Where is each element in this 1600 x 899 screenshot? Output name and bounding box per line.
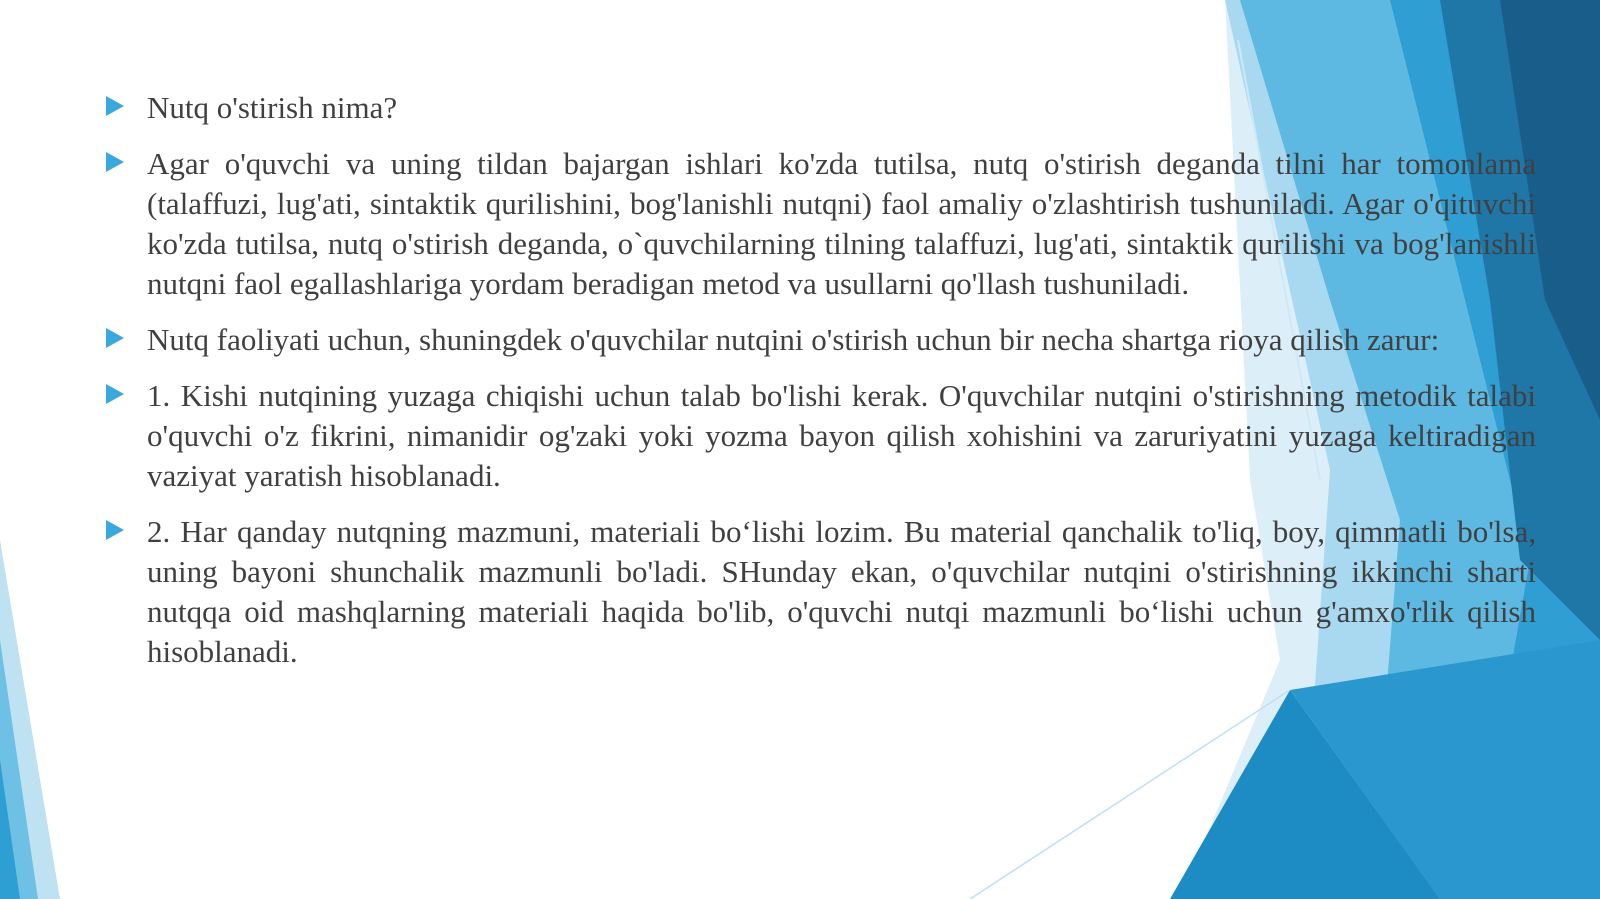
bullet-item — [100, 512, 1536, 672]
triangle-play-icon — [104, 95, 126, 117]
bullet-text: Nutq faoliyati uchun, shuningdek o'quvchilar nutqini o'stirish uchun bir necha shartga rioya qilish zarur: — [147, 322, 1440, 357]
bullet-text: 2. Har qanday nutqning mazmuni, materiali bo‘lishi lozim. Bu material qanchalik to'liq, boy, qimmatli bo'lsa, uning bayoni shunchalik mazmunli bo'ladi. SHunday ekan, o'quvchilar nutqini o'stirishning ikkinchi sharti nutqqa oid mashqlarning materiali haqida bo'lib, o'quvchi nutqi mazmunli bo‘lishi uchun g'amxo'rlik qilish hisoblanadi. — [147, 514, 1536, 669]
triangle-play-icon — [104, 383, 126, 405]
bullet-item — [100, 376, 1536, 496]
triangle-play-icon — [104, 327, 126, 349]
triangle-play-icon — [104, 519, 126, 541]
bullet-list — [100, 88, 1536, 688]
bullet-item — [100, 320, 1536, 360]
bullet-item — [100, 144, 1536, 304]
bullet-item — [100, 88, 1536, 128]
bullet-text: Nutq o'stirish nima? — [147, 90, 398, 125]
bullet-text: Agar o'quvchi va uning tildan bajargan ishlari ko'zda tutilsa, nutq o'stirish deganda tilni har tomonlama (talaffuzi, lug'ati, sintaktik qurilishini, bog'lanishli nutqni) faol amaliy o'zlashtirish tushuniladi. Agar o'qituvchi ko'zda tutilsa, nutq o'stirish deganda, o`quvchilarning tilning talaffuzi, lug'ati, sintaktik qurilishi va bog'lanishli nutqni faol egallashlariga yordam beradigan metod va usullarni qo'llash tushuniladi. — [147, 146, 1536, 301]
bullet-text: 1. Kishi nutqining yuzaga chiqishi uchun talab bo'lishi kerak. O'quvchilar nutqini o'stirishning metodik talabi o'quvchi o'z fikrini, nimanidir og'zaki yoki yozma bayon qilish xohishini va zaruriyatini yuzaga keltiradigan vaziyat yaratish hisoblanadi. — [147, 378, 1536, 493]
triangle-play-icon — [104, 151, 126, 173]
